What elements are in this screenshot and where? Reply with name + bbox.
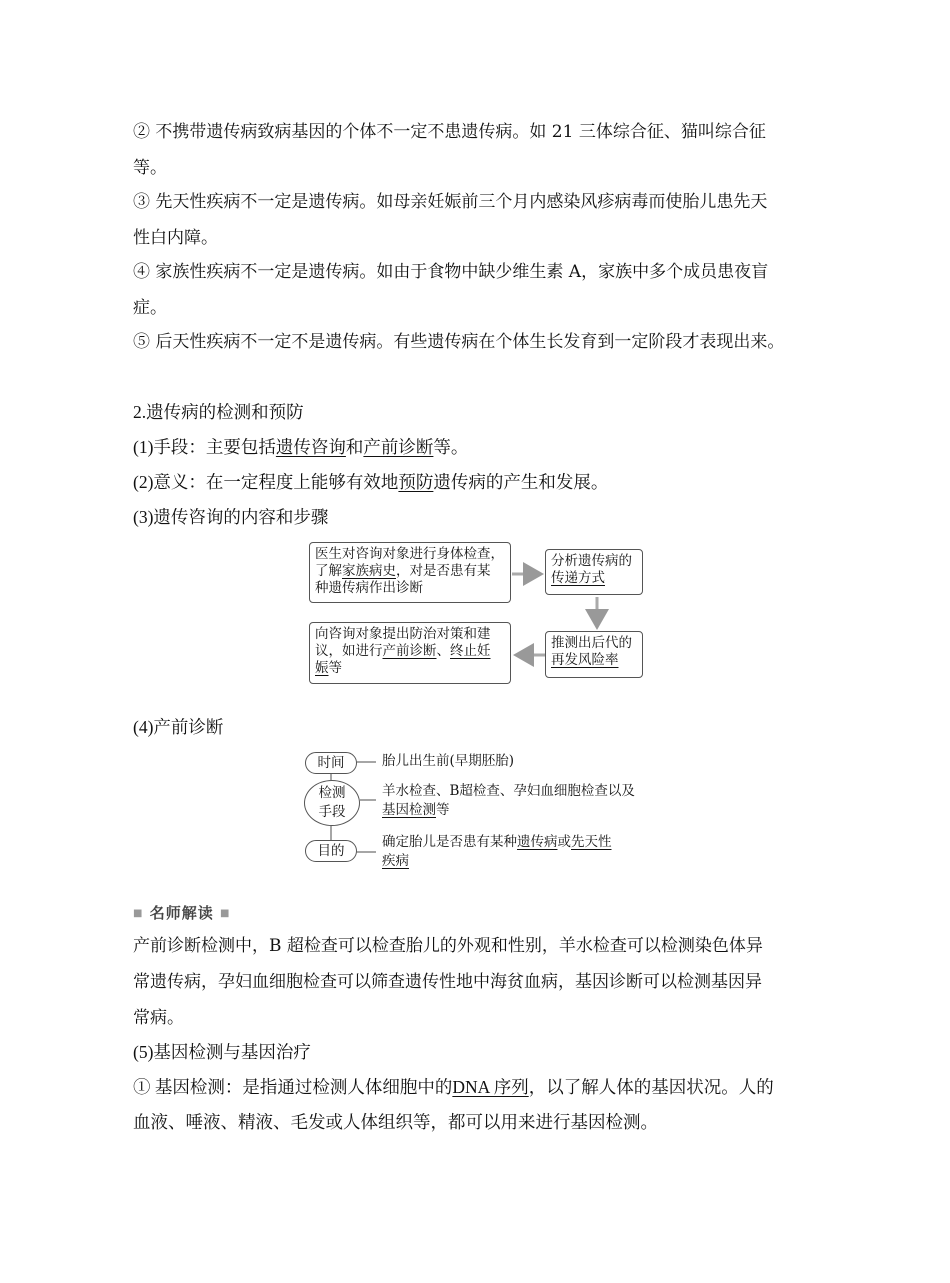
tag-dot-right: ■: [219, 908, 231, 919]
para-3-line2: 性白内障。: [133, 228, 218, 248]
box2-line1: 分析遗传病的: [551, 553, 632, 569]
flow-box-risk: [545, 631, 643, 678]
tag-label: 名师解读: [149, 904, 214, 922]
goal-term-disease: 疾病: [382, 853, 409, 869]
counsel-title: (3)遗传咨询的内容和步骤: [133, 507, 329, 527]
goal-term-genetic: 遗传病: [517, 834, 558, 850]
means-suffix: 等。: [433, 437, 469, 457]
prenatal-title: (4)产前诊断: [133, 717, 224, 737]
method-line2-post: 等: [436, 802, 450, 818]
box4-l2-mid: 、: [436, 643, 450, 659]
goal-pre: 确定胎儿是否患有某种: [382, 834, 517, 850]
note-line2: 常遗传病，孕妇血细胞检查可以筛查遗传性地中海贫血病，基因诊断可以检测基因异: [133, 972, 762, 992]
goal-mid: 或: [557, 834, 571, 850]
goal-text: [382, 833, 612, 871]
time-text: 胎儿出生前(早期胚胎): [382, 753, 515, 769]
box1-line3: 种遗传病作出诊断: [315, 580, 423, 596]
meaning-term: 预防: [398, 472, 434, 492]
gene-test-term-dna: DNA 序列: [452, 1077, 529, 1097]
method-line1: 羊水检查、B超检查、孕妇血细胞检查以及: [382, 783, 635, 799]
box4-line3: [315, 660, 505, 677]
box1-term-family-history: 家族病史: [342, 563, 396, 579]
section-2-title: 2.遗传病的检测和预防: [133, 402, 304, 422]
box2-term-transmission: 传递方式: [551, 570, 605, 586]
para-4-line2: 症。: [133, 298, 167, 318]
method-term-gene: 基因检测: [382, 802, 436, 818]
box4-term-terminate-end: 娠: [315, 660, 329, 676]
section-5-title: (5)基因检测与基因治疗: [133, 1042, 311, 1062]
method-text: [382, 782, 635, 820]
box4-line2: [315, 643, 505, 660]
method-label-2: 手段: [318, 804, 346, 820]
box4-line1: 向咨询对象提出防治对策和建: [315, 626, 491, 642]
box4-l2-pre: 议，如进行: [315, 643, 383, 659]
para-2-line1: ② 不携带遗传病致病基因的个体不一定不患遗传病。如 21 三体综合征、猫叫综合征: [133, 122, 766, 142]
box3-term-risk: 再发风险率: [551, 652, 619, 668]
box4-l3-post: 等: [328, 660, 342, 676]
gene-test-post: ，以了解人体的基因状况。人的: [528, 1077, 774, 1097]
note-line1: 产前诊断检测中，B 超检查可以检查胎儿的外观和性别，羊水检查可以检测染色体异: [133, 936, 763, 956]
para-3-line1: ③ 先天性疾病不一定是遗传病。如母亲妊娠前三个月内感染风疹病毒而使胎儿患先天: [133, 192, 768, 212]
flow-box-diagnosis: [309, 542, 511, 603]
pill-goal: 目的: [305, 840, 357, 862]
means-term-counseling: 遗传咨询: [275, 437, 346, 457]
para-2-line2: 等。: [133, 158, 167, 178]
meaning-prefix: (2)意义：在一定程度上能够有效地: [133, 472, 399, 492]
tag-dot-left: ■: [133, 908, 144, 919]
box4-term-prenatal: 产前诊断: [382, 643, 437, 659]
means-mid: 和: [345, 437, 364, 457]
gene-test-pre: ① 基因检测：是指通过检测人体细胞中的: [133, 1077, 453, 1097]
gene-test-line1: [133, 1076, 823, 1098]
pill-time: 时间: [305, 752, 357, 774]
box1-line2: [315, 563, 505, 580]
box1-line1: 医生对咨询对象进行身体检查，: [315, 546, 504, 562]
note-line3: 常病。: [133, 1008, 184, 1028]
gene-test-line2: 血液、唾液、精液、毛发或人体组织等，都可以用来进行基因检测。: [133, 1112, 658, 1132]
flow-box-advice: [309, 622, 511, 684]
meaning-suffix: 遗传病的产生和发展。: [433, 472, 609, 492]
method-label-1: 检测: [318, 785, 346, 801]
pill-method: [304, 780, 360, 826]
box1-l2-post: ，对是否患有某: [396, 563, 491, 579]
para-5-line1: ⑤ 后天性疾病不一定不是遗传病。有些遗传病在个体生长发育到一定阶段才表现出来。: [133, 332, 785, 352]
box3-line1: 推测出后代的: [551, 635, 632, 651]
flow-box-analysis: [545, 549, 643, 595]
teacher-note-tag: [133, 902, 230, 923]
goal-term-congenital: 先天性: [571, 834, 612, 850]
box1-l2-pre: 了解: [315, 563, 342, 579]
para-4-line1: ④ 家族性疾病不一定是遗传病。如由于食物中缺少维生素 A，家族中多个成员患夜盲: [133, 262, 769, 282]
means-prefix: (1)手段：主要包括: [133, 437, 276, 457]
means-term-prenatal: 产前诊断: [363, 437, 434, 457]
box4-term-terminate: 终止妊: [450, 643, 491, 659]
